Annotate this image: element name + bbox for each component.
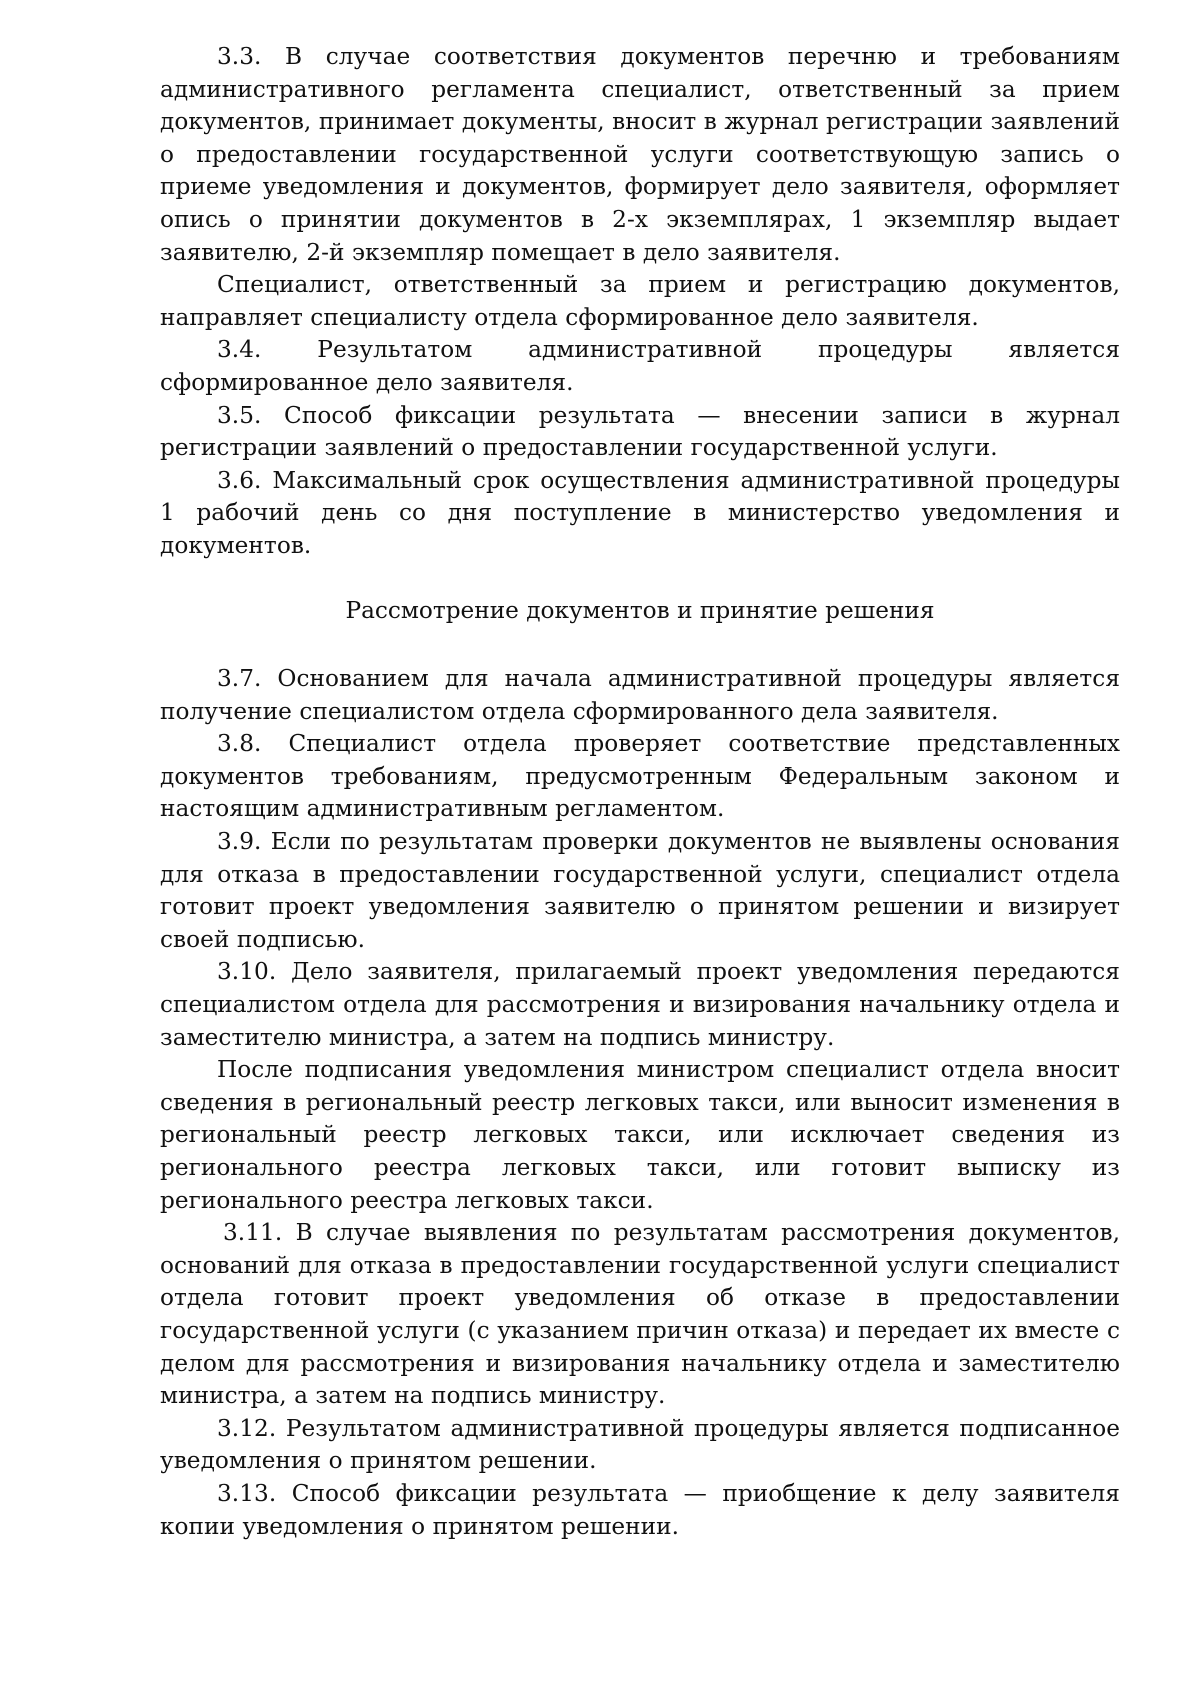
paragraph-3-5: 3.5. Способ фиксации результата — внесении записи в журнал регистрации заявлений о предоставлении государственной услуги. (160, 401, 1120, 462)
paragraph-3-4: 3.4. Результатом административной процедуры является сформированное дело заявителя. (160, 336, 1120, 396)
paragraph-3-13: 3.13. Способ фиксации результата — приобщение к делу заявителя копии уведомления о принятом решении. (160, 1479, 1120, 1540)
paragraph-3-12: 3.12. Результатом административной процедуры является подписанное уведомления о принятом решении. (160, 1414, 1120, 1475)
paragraph-3-8: 3.8. Специалист отдела проверяет соответствие представленных документов требованиям, предусмотренным Федеральным законом и настоящим административным регламентом. (160, 730, 1120, 823)
paragraph-3-6: 3.6. Максимальный срок осуществления административной процедуры 1 рабочий день со дня поступление в министерство уведомления и документов. (160, 466, 1120, 559)
section-heading: Рассмотрение документов и принятие решения (345, 596, 935, 624)
paragraph-3-7: 3.7. Основанием для начала административной процедуры является получение специалистом отдела сформированного дела заявителя. (160, 665, 1120, 725)
paragraph-3-11: 3.11. В случае выявления по результатам рассмотрения документов, оснований для отказа в предоставлении государственной услуги специалист отдела готовит проект уведомления об отказе в предоставлении государственной услуги (с указанием причин отказа) и передает их вместе с делом для рассмотрения и визирования начальнику отдела и заместителю министра, а затем на подпись министру. (160, 1219, 1120, 1410)
paragraph-3-9: 3.9. Если по результатам проверки документов не выявлены основания для отказа в предоставлении государственной услуги, специалист отдела готовит проект уведомления заявителю о принятом решении и визирует своей подписью. (160, 828, 1120, 953)
document-page (160, 41, 1120, 1543)
paragraph-3-3: 3.3. В случае соответствия документов перечню и требованиям административного регламента специалист, ответственный за прием документов, принимает документы, вносит в журнал регистрации заявлений о предоставлении государственной услуги соответствующую запись о приеме уведомления и документов, формирует дело заявителя, оформляет опись о принятии документов в 2-х экземплярах, 1 экземпляр выдает заявителю, 2-й экземпляр помещает в дело заявителя. (160, 43, 1120, 266)
paragraph-registry-note: После подписания уведомления министром специалист отдела вносит сведения в региональный реестр легковых такси, или выносит изменения в региональный реестр легковых такси, или исключает сведения из регионального реестра легковых такси, или готовит выписку из регионального реестра легковых такси. (160, 1056, 1120, 1214)
paragraph-3-10: 3.10. Дело заявителя, прилагаемый проект уведомления передаются специалистом отдела для рассмотрения и визирования начальнику отдела и заместителю министра, а затем на подпись министру. (160, 958, 1120, 1051)
paragraph-specialist-note: Специалист, ответственный за прием и регистрацию документов, направляет специалисту отдела сформированное дело заявителя. (160, 271, 1120, 331)
